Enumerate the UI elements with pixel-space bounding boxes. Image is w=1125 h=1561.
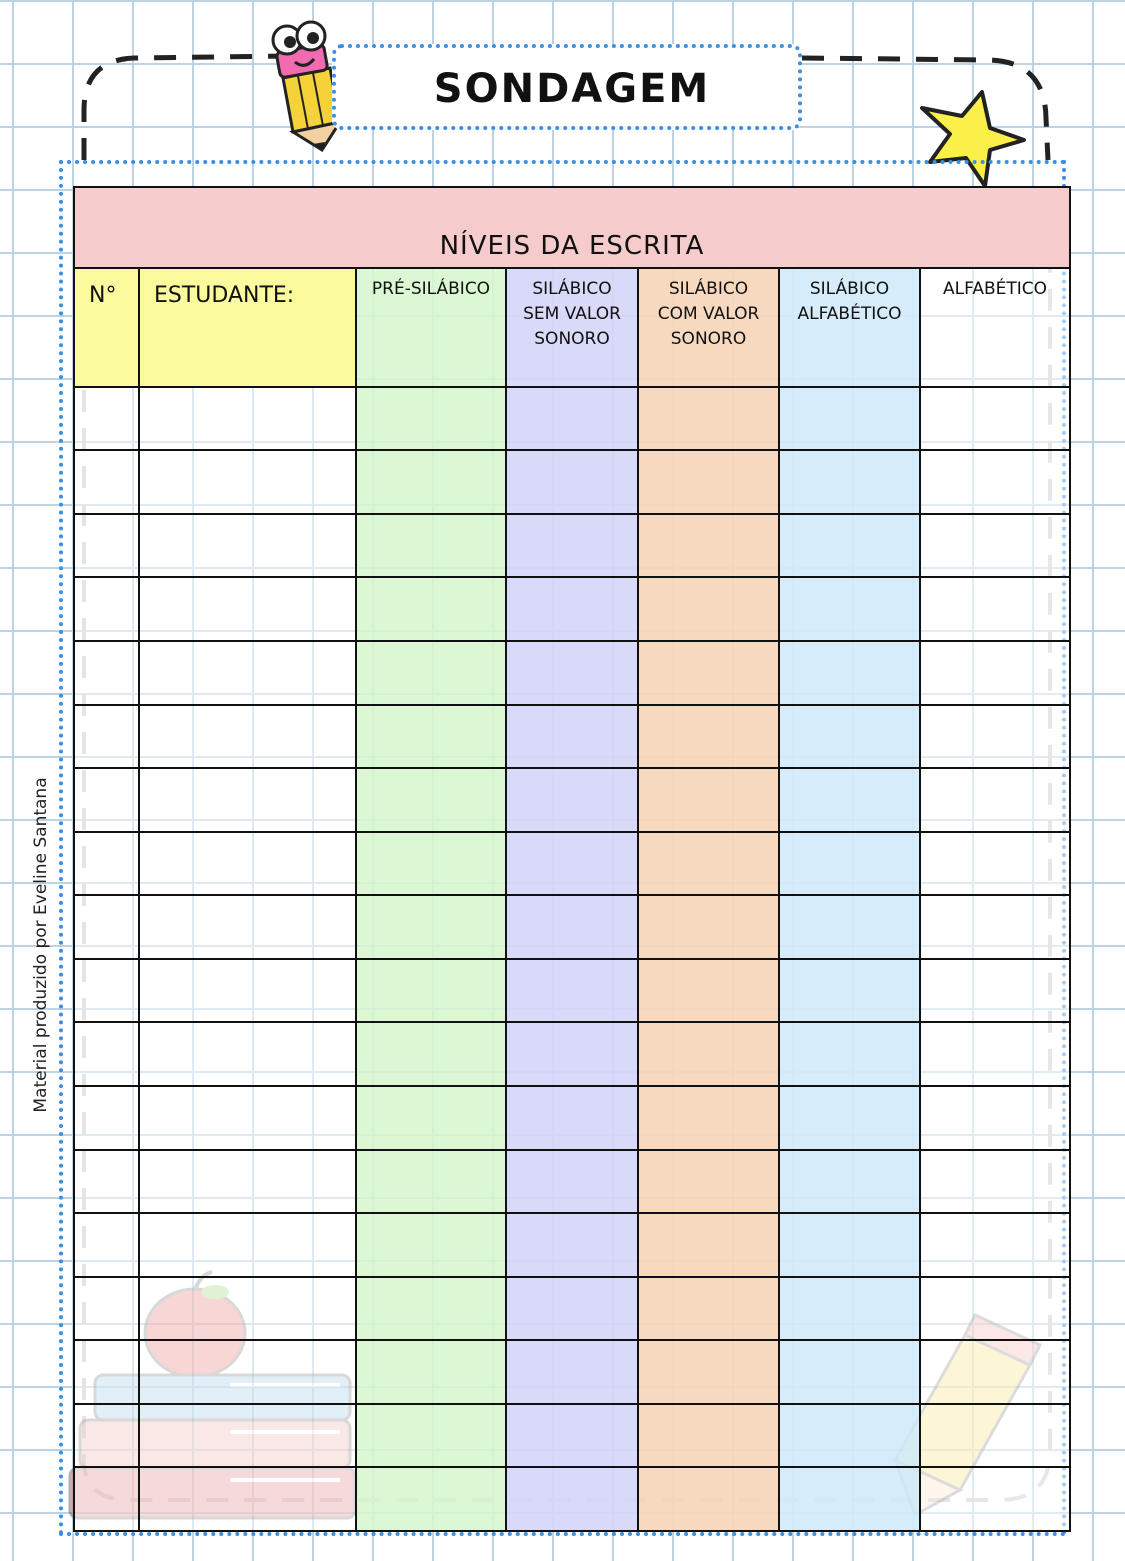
silabico-alfabetico-cell[interactable] — [779, 1086, 920, 1150]
header-row — [74, 268, 1070, 387]
header-line: SEM VALOR — [523, 303, 621, 324]
silabico-alfabetico-cell[interactable] — [779, 705, 920, 769]
silabico-com-valor-cell[interactable] — [638, 959, 779, 1023]
alfabetico-cell[interactable] — [920, 705, 1070, 769]
table-row — [74, 768, 1070, 832]
silabico-sem-valor-cell[interactable] — [506, 577, 638, 641]
silabico-sem-valor-cell[interactable] — [506, 1467, 638, 1531]
silabico-com-valor-cell[interactable] — [638, 514, 779, 578]
number-cell[interactable] — [74, 450, 139, 514]
student-name-cell[interactable] — [139, 1022, 356, 1086]
silabico-sem-valor-cell[interactable] — [506, 450, 638, 514]
title-box — [332, 44, 802, 130]
silabico-alfabetico-cell[interactable] — [779, 577, 920, 641]
silabico-sem-valor-cell[interactable] — [506, 641, 638, 705]
silabico-sem-valor-cell[interactable] — [506, 1086, 638, 1150]
table-row — [74, 1340, 1070, 1404]
pre-silabico-cell[interactable] — [356, 1404, 506, 1468]
alfabetico-cell[interactable] — [920, 1213, 1070, 1277]
pre-silabico-cell[interactable] — [356, 768, 506, 832]
student-name-cell[interactable] — [139, 1467, 356, 1531]
column-header-student: ESTUDANTE: — [139, 268, 356, 387]
number-cell[interactable] — [74, 895, 139, 959]
table-row — [74, 1277, 1070, 1341]
silabico-com-valor-cell[interactable] — [638, 641, 779, 705]
header-line: SILÁBICO — [532, 278, 612, 299]
pencil-mascot-icon — [273, 22, 340, 150]
pre-silabico-cell[interactable] — [356, 1086, 506, 1150]
silabico-com-valor-cell[interactable] — [638, 387, 779, 451]
number-cell[interactable] — [74, 387, 139, 451]
number-cell[interactable] — [74, 1150, 139, 1214]
silabico-alfabetico-cell[interactable] — [779, 959, 920, 1023]
number-cell[interactable] — [74, 959, 139, 1023]
alfabetico-cell[interactable] — [920, 1022, 1070, 1086]
table-row — [74, 705, 1070, 769]
student-name-cell[interactable] — [139, 768, 356, 832]
student-name-cell[interactable] — [139, 895, 356, 959]
header-line: SONORO — [670, 328, 747, 349]
silabico-sem-valor-cell[interactable] — [506, 1213, 638, 1277]
number-cell[interactable] — [74, 1022, 139, 1086]
silabico-alfabetico-cell[interactable] — [779, 1213, 920, 1277]
silabico-alfabetico-cell[interactable] — [779, 641, 920, 705]
student-name-cell[interactable] — [139, 641, 356, 705]
alfabetico-cell[interactable] — [920, 641, 1070, 705]
table-row — [74, 1404, 1070, 1468]
student-name-cell[interactable] — [139, 577, 356, 641]
student-name-cell[interactable] — [139, 387, 356, 451]
silabico-sem-valor-cell[interactable] — [506, 514, 638, 578]
silabico-alfabetico-cell[interactable] — [779, 832, 920, 896]
table-row — [74, 641, 1070, 705]
silabico-sem-valor-cell[interactable] — [506, 768, 638, 832]
banner-text: NÍVEIS DA ESCRITA — [439, 230, 705, 261]
alfabetico-cell[interactable] — [920, 895, 1070, 959]
silabico-alfabetico-cell[interactable] — [779, 450, 920, 514]
alfabetico-cell[interactable] — [920, 387, 1070, 451]
silabico-alfabetico-cell[interactable] — [779, 1150, 920, 1214]
silabico-alfabetico-cell[interactable] — [779, 895, 920, 959]
number-cell[interactable] — [74, 577, 139, 641]
silabico-alfabetico-cell[interactable] — [779, 768, 920, 832]
alfabetico-cell[interactable] — [920, 1404, 1070, 1468]
alfabetico-cell[interactable] — [920, 1086, 1070, 1150]
silabico-com-valor-cell[interactable] — [638, 1150, 779, 1214]
silabico-com-valor-cell[interactable] — [638, 1340, 779, 1404]
alfabetico-cell[interactable] — [920, 832, 1070, 896]
number-cell[interactable] — [74, 1213, 139, 1277]
student-name-cell[interactable] — [139, 1150, 356, 1214]
column-header-pre-silabico — [356, 268, 506, 387]
pre-silabico-cell[interactable] — [356, 641, 506, 705]
silabico-alfabetico-cell[interactable] — [779, 1340, 920, 1404]
number-cell[interactable] — [74, 1277, 139, 1341]
header-line: ALFABÉTICO — [797, 303, 902, 324]
table-row — [74, 832, 1070, 896]
alfabetico-cell[interactable] — [920, 1467, 1070, 1531]
silabico-alfabetico-cell[interactable] — [779, 1022, 920, 1086]
pre-silabico-cell[interactable] — [356, 387, 506, 451]
silabico-com-valor-cell[interactable] — [638, 1467, 779, 1531]
silabico-com-valor-cell[interactable] — [638, 832, 779, 896]
silabico-com-valor-cell[interactable] — [638, 1213, 779, 1277]
number-cell[interactable] — [74, 768, 139, 832]
table-row — [74, 514, 1070, 578]
student-name-cell[interactable] — [139, 1213, 356, 1277]
pre-silabico-cell[interactable] — [356, 1150, 506, 1214]
column-header-silabico-alfabetico — [779, 268, 920, 387]
silabico-com-valor-cell[interactable] — [638, 1086, 779, 1150]
silabico-sem-valor-cell[interactable] — [506, 959, 638, 1023]
alfabetico-cell[interactable] — [920, 1150, 1070, 1214]
table-banner — [74, 187, 1070, 268]
table-row — [74, 387, 1070, 451]
student-name-cell[interactable] — [139, 705, 356, 769]
header-line: SILÁBICO — [668, 278, 749, 299]
silabico-com-valor-cell[interactable] — [638, 1022, 779, 1086]
silabico-com-valor-cell[interactable] — [638, 768, 779, 832]
silabico-sem-valor-cell[interactable] — [506, 1277, 638, 1341]
silabico-sem-valor-cell[interactable] — [506, 1150, 638, 1214]
header-line: PRÉ-SILÁBICO — [371, 278, 491, 299]
pre-silabico-cell[interactable] — [356, 705, 506, 769]
alfabetico-cell[interactable] — [920, 1277, 1070, 1341]
student-name-cell[interactable] — [139, 450, 356, 514]
silabico-com-valor-cell[interactable] — [638, 705, 779, 769]
column-header-number: N° — [74, 268, 139, 387]
pre-silabico-cell[interactable] — [356, 1277, 506, 1341]
student-name-cell[interactable] — [139, 1086, 356, 1150]
table-row — [74, 1150, 1070, 1214]
silabico-com-valor-cell[interactable] — [638, 1277, 779, 1341]
student-name-cell[interactable] — [139, 514, 356, 578]
column-header-silabico-com-valor — [638, 268, 779, 387]
column-header-alfabetico: ALFABÉTICO — [920, 268, 1070, 387]
student-name-cell[interactable] — [139, 1277, 356, 1341]
table-row — [74, 577, 1070, 641]
silabico-sem-valor-cell[interactable] — [506, 832, 638, 896]
writing-levels-table — [73, 186, 1071, 1532]
alfabetico-cell[interactable] — [920, 450, 1070, 514]
header-line: SILÁBICO — [809, 278, 890, 299]
alfabetico-cell[interactable] — [920, 577, 1070, 641]
pre-silabico-cell[interactable] — [356, 832, 506, 896]
silabico-alfabetico-cell[interactable] — [779, 1404, 920, 1468]
table-row — [74, 1467, 1070, 1531]
number-cell[interactable] — [74, 1340, 139, 1404]
student-name-cell[interactable] — [139, 832, 356, 896]
credit-text: Material produzido por Eveline Santana — [31, 777, 51, 1113]
header-line: COM VALOR — [657, 303, 760, 324]
silabico-alfabetico-cell[interactable] — [779, 514, 920, 578]
table-row — [74, 1022, 1070, 1086]
number-cell[interactable] — [74, 1404, 139, 1468]
alfabetico-cell[interactable] — [920, 514, 1070, 578]
silabico-alfabetico-cell[interactable] — [779, 1467, 920, 1531]
number-cell[interactable] — [74, 1467, 139, 1531]
silabico-com-valor-cell[interactable] — [638, 577, 779, 641]
silabico-com-valor-cell[interactable] — [638, 895, 779, 959]
silabico-sem-valor-cell[interactable] — [506, 387, 638, 451]
pre-silabico-cell[interactable] — [356, 1213, 506, 1277]
table-row — [74, 895, 1070, 959]
student-name-cell[interactable] — [139, 1404, 356, 1468]
alfabetico-cell[interactable] — [920, 1340, 1070, 1404]
number-cell[interactable] — [74, 514, 139, 578]
table-row — [74, 1213, 1070, 1277]
pre-silabico-cell[interactable] — [356, 450, 506, 514]
student-name-cell[interactable] — [139, 1340, 356, 1404]
pre-silabico-cell[interactable] — [356, 1467, 506, 1531]
pre-silabico-cell[interactable] — [356, 1340, 506, 1404]
silabico-alfabetico-cell[interactable] — [779, 1277, 920, 1341]
silabico-alfabetico-cell[interactable] — [779, 387, 920, 451]
pre-silabico-cell[interactable] — [356, 959, 506, 1023]
silabico-com-valor-cell[interactable] — [638, 1404, 779, 1468]
number-cell[interactable] — [74, 641, 139, 705]
pre-silabico-cell[interactable] — [356, 577, 506, 641]
number-cell[interactable] — [74, 1086, 139, 1150]
silabico-sem-valor-cell[interactable] — [506, 1404, 638, 1468]
silabico-com-valor-cell[interactable] — [638, 450, 779, 514]
column-header-silabico-sem-valor — [506, 268, 638, 387]
silabico-sem-valor-cell[interactable] — [506, 895, 638, 959]
number-cell[interactable] — [74, 832, 139, 896]
pre-silabico-cell[interactable] — [356, 895, 506, 959]
alfabetico-cell[interactable] — [920, 768, 1070, 832]
page-title: SONDAGEM — [433, 66, 711, 112]
alfabetico-cell[interactable] — [920, 959, 1070, 1023]
pre-silabico-cell[interactable] — [356, 514, 506, 578]
pre-silabico-cell[interactable] — [356, 1022, 506, 1086]
number-cell[interactable] — [74, 705, 139, 769]
header-line: SONORO — [534, 328, 610, 349]
silabico-sem-valor-cell[interactable] — [506, 705, 638, 769]
table-row — [74, 959, 1070, 1023]
student-name-cell[interactable] — [139, 959, 356, 1023]
silabico-sem-valor-cell[interactable] — [506, 1022, 638, 1086]
silabico-sem-valor-cell[interactable] — [506, 1340, 638, 1404]
table-row — [74, 1086, 1070, 1150]
table-row — [74, 450, 1070, 514]
